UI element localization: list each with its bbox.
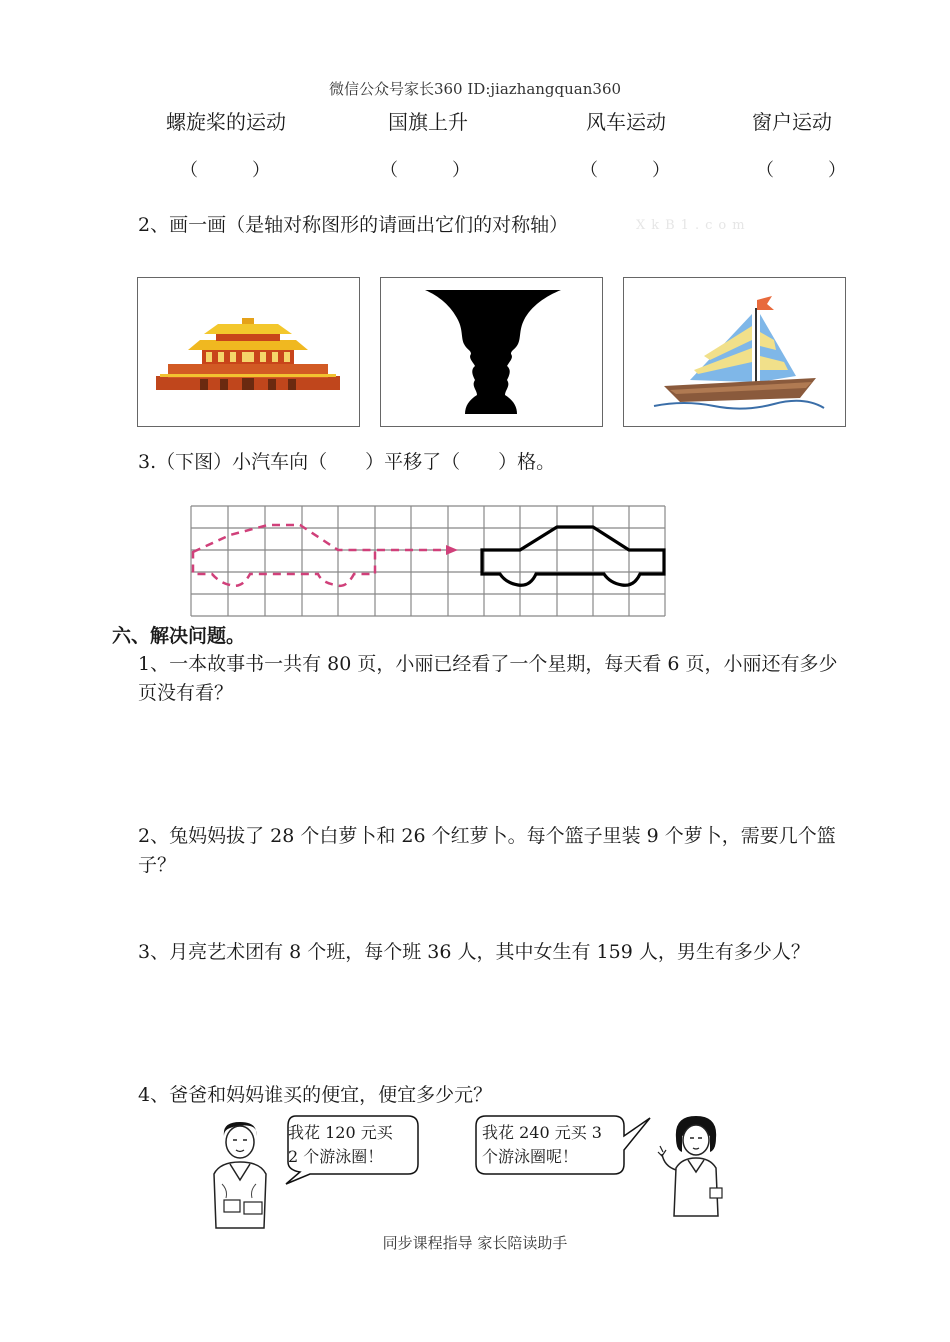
dad-speech-line-1: 我花 120 元买 <box>288 1123 393 1142</box>
section-6-title: 六、解决问题。 <box>112 625 246 647</box>
woman-icon <box>656 1112 736 1220</box>
answer-blank-4[interactable]: （ ） <box>756 160 846 181</box>
car-grid[interactable] <box>190 505 666 625</box>
picture-frame-gate[interactable] <box>137 277 360 427</box>
question-3-prompt: 3.（下图）小汽车向（ ）平移了（ ）格。 <box>138 451 556 473</box>
mom-speech-line-1: 我花 240 元买 3 <box>482 1123 602 1142</box>
page-header: 微信公众号家长360 ID:jiazhangquan360 <box>328 80 622 98</box>
mom-figure <box>656 1112 736 1224</box>
tiananmen-gate-icon <box>138 278 358 425</box>
motion-label-window: 窗户运动 <box>752 110 832 134</box>
problem-1-line-2: 页没有看？ <box>138 682 234 704</box>
answer-blank-2[interactable]: （ ） <box>380 160 470 181</box>
problem-4: 4、爸爸和妈妈谁买的便宜，便宜多少元？ <box>138 1084 493 1106</box>
motion-label-propeller: 螺旋桨的运动 <box>166 110 286 134</box>
question-2-prompt: 2、画一画（是轴对称图形的请画出它们的对称轴） <box>138 214 569 236</box>
mom-speech-line-2: 个游泳圈呢！ <box>482 1147 579 1166</box>
problem-1-line-1: 1、一本故事书一共有 80 页，小丽已经看了一个星期，每天看 6 页，小丽还有多少 <box>138 653 838 675</box>
answer-blank-3[interactable]: （ ） <box>580 160 670 181</box>
man-icon <box>200 1118 280 1230</box>
picture-frame-vase[interactable] <box>380 277 603 427</box>
sailboat-icon <box>624 278 844 425</box>
motion-label-flag: 国旗上升 <box>388 110 468 134</box>
problem-3: 3、月亮艺术团有 8 个班，每个班 36 人，其中女生有 159 人，男生有多少人？ <box>138 941 810 963</box>
translation-grid <box>190 505 666 621</box>
motion-label-windmill: 风车运动 <box>586 110 666 134</box>
picture-frame-sailboat[interactable] <box>623 277 846 427</box>
answer-blank-1[interactable]: （ ） <box>180 160 270 181</box>
watermark: XkB1.com <box>636 218 751 233</box>
problem-2-line-2: 子？ <box>138 854 177 876</box>
dad-speech-line-2: 2 个游泳圈！ <box>288 1147 384 1166</box>
problem-2-line-1: 2、兔妈妈拔了 28 个白萝卜和 26 个红萝卜。每个篮子里装 9 个萝卜，需要几个篮 <box>138 825 836 847</box>
page-footer: 同步课程指导 家长陪读助手 <box>382 1234 568 1252</box>
vase-faces-icon <box>381 278 601 425</box>
dad-figure <box>200 1118 280 1234</box>
